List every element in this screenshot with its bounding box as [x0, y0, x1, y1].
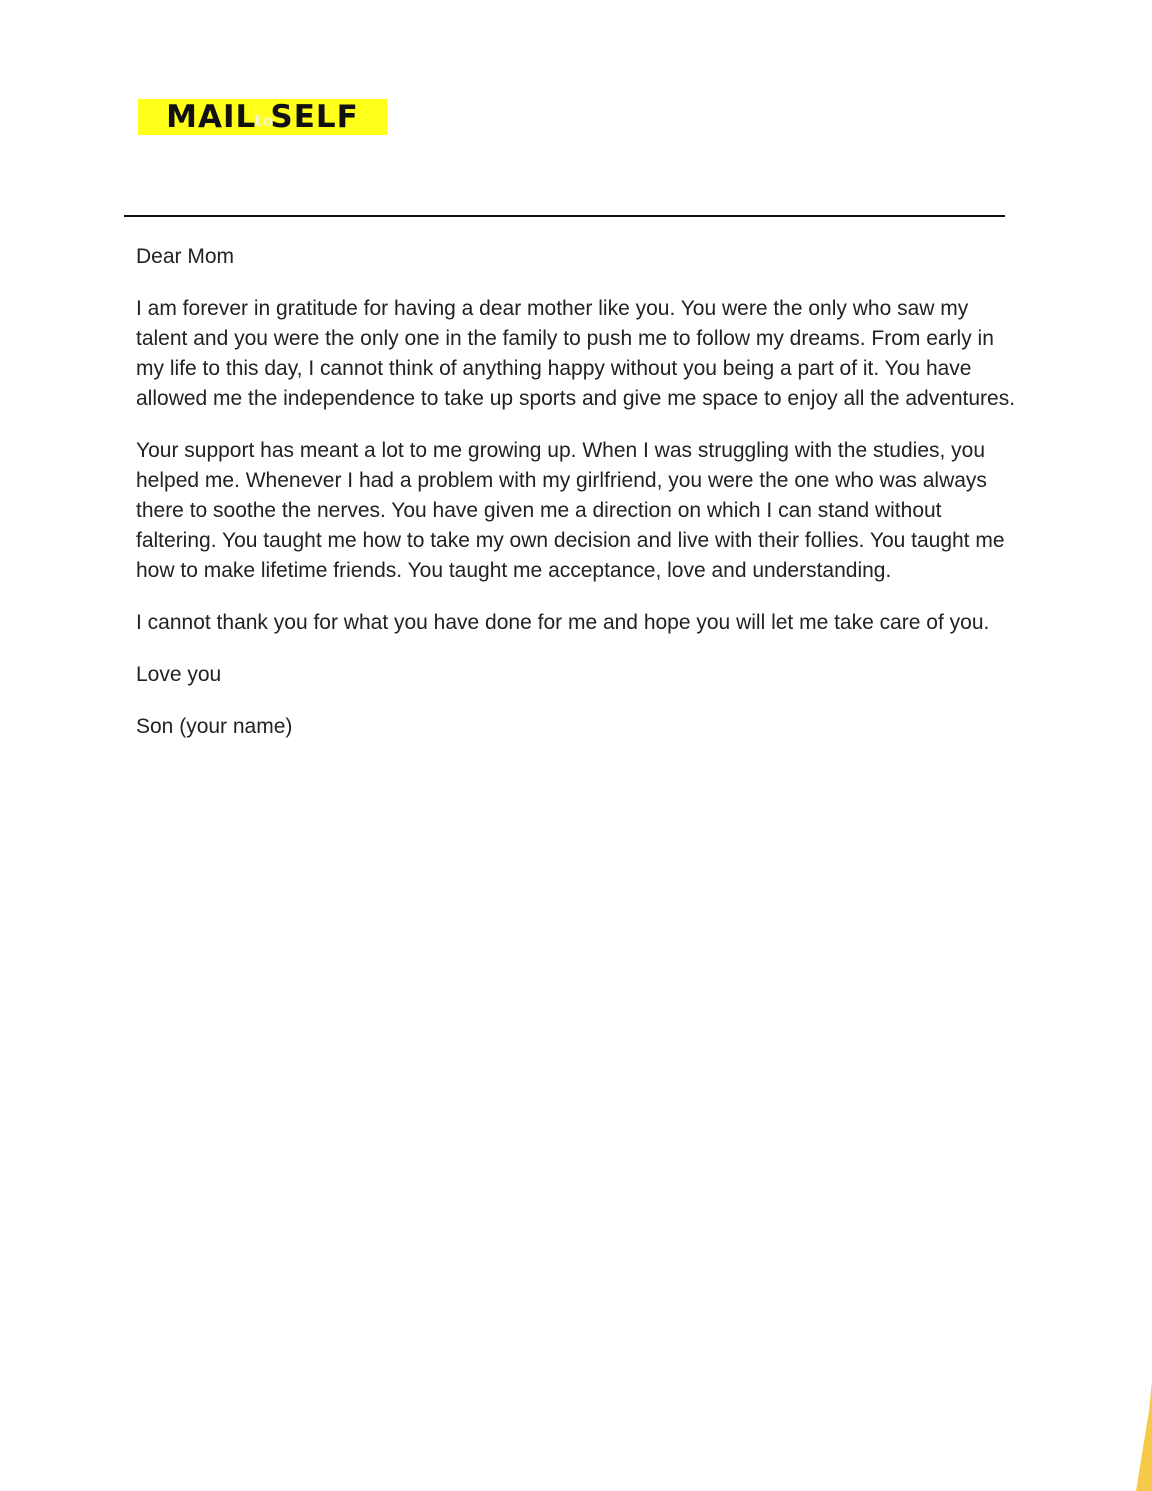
paragraph: Your support has meant a lot to me growing up. When I was struggling with the studies, you helped me. Whenever I had a problem with my girlfriend, you were the one who was always there to soothe the nerves. You have given me a direction on which I can stand without faltering. You taught me how to take my own decision and live with their follies. You taught me how to make lifetime friends. You taught me acceptance, love and understanding.	[136, 439, 1005, 582]
logo-text-to: to	[254, 110, 275, 130]
logo-text-self: SELF	[270, 99, 359, 135]
paragraph: I am forever in gratitude for having a dear mother like you. You were the only who saw my talent and you were the only one in the family to push me to follow my dreams. From early in my life to this day, I cannot think of anything happy without you being a part of it. You have allowed me the independence to take up sports and give me space to enjoy all the adventures.	[136, 297, 1016, 410]
header-divider	[124, 215, 1005, 217]
letter-body	[136, 242, 1024, 764]
mailtoself-logo	[138, 99, 387, 135]
corner-decoration	[1122, 1381, 1152, 1491]
paragraph: I cannot thank you for what you have done for me and hope you will let me take care of you.	[136, 611, 990, 634]
closing: Love you	[136, 663, 222, 686]
signature: Son (your name)	[136, 715, 293, 738]
salutation: Dear Mom	[136, 245, 235, 268]
logo-text-mail: MAIL	[166, 99, 257, 135]
